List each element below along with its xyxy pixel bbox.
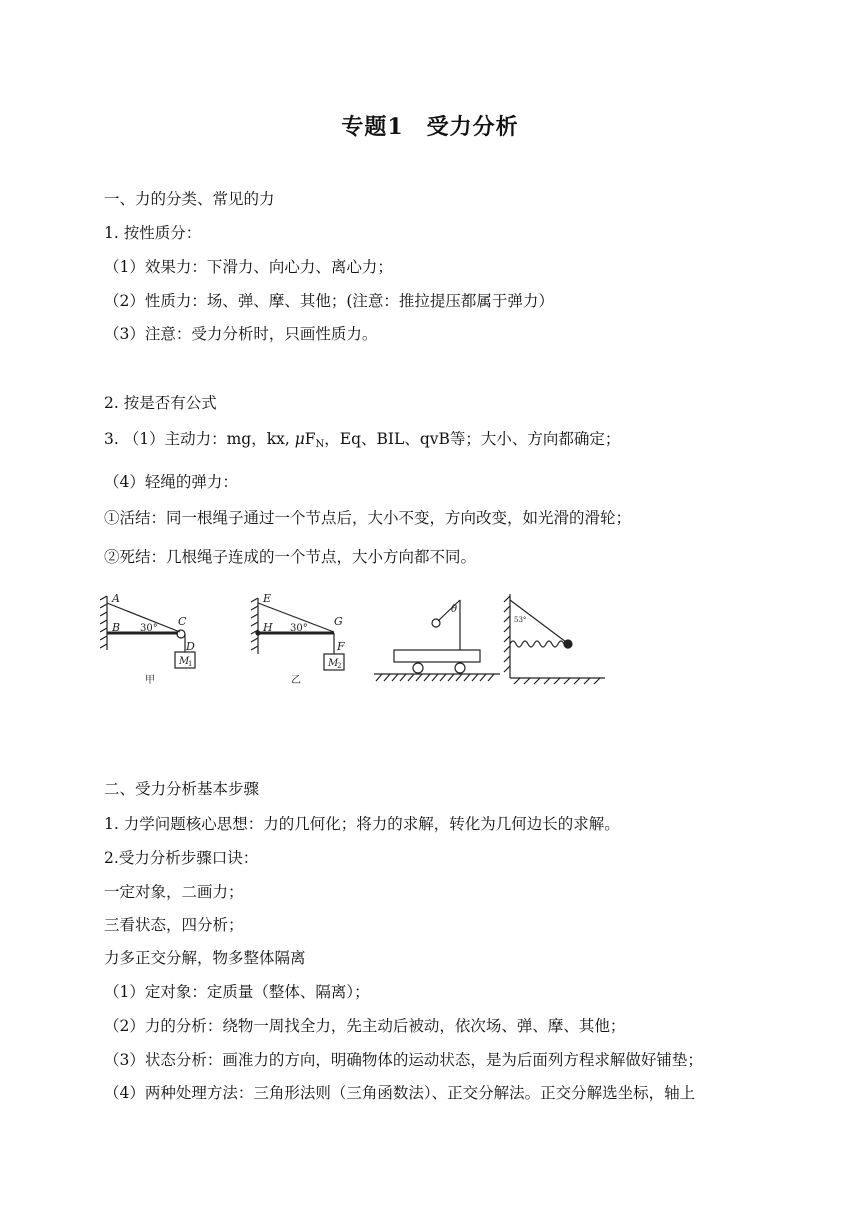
section-1-heading: 一、力的分类、常见的力 bbox=[104, 190, 275, 208]
mu-symbol: μ bbox=[294, 430, 305, 448]
text-line: 1. 按性质分： bbox=[104, 224, 202, 242]
text-line: （3）状态分析：画准力的方向，明确物体的运动状态，是为后面列方程求解做好铺垫； bbox=[104, 1051, 703, 1069]
label-mass-sub: 2 bbox=[337, 662, 342, 670]
hatch bbox=[251, 646, 258, 650]
text-line: （2）力的分析：绕物一周找全力，先主动后被动，依次场、弹、摩、其他； bbox=[104, 1017, 626, 1035]
subscript-n: N bbox=[315, 439, 325, 450]
text-line: 一定对象，二画力； bbox=[104, 883, 244, 901]
ball bbox=[564, 640, 572, 648]
hatch bbox=[251, 606, 258, 610]
label-angle: 30° bbox=[140, 623, 158, 634]
text-line: 2.受力分析步骤口诀： bbox=[104, 849, 259, 867]
hatch bbox=[251, 638, 258, 642]
hatch bbox=[464, 674, 470, 681]
label-mass: M bbox=[179, 656, 190, 667]
hatch bbox=[472, 674, 478, 681]
hatch bbox=[392, 674, 398, 681]
text-line: （4）轻绳的弹力： bbox=[104, 473, 238, 491]
text-line: 2. 按是否有公式 bbox=[104, 394, 217, 412]
pulley bbox=[177, 630, 185, 638]
page-title: 专题1 受力分析 bbox=[341, 114, 519, 140]
text-line: （1）定对象：定质量（整体、隔离）； bbox=[104, 983, 370, 1001]
hatch bbox=[416, 674, 422, 681]
formula-part: 3. （1）主动力：mg，kx, bbox=[104, 430, 295, 448]
physics-figures bbox=[100, 588, 620, 688]
hatch bbox=[100, 644, 107, 648]
label-b: B bbox=[112, 621, 121, 634]
hatch bbox=[376, 674, 382, 681]
label-mass-sub: 1 bbox=[188, 660, 193, 668]
hatch bbox=[504, 626, 510, 632]
label-d: D bbox=[186, 640, 195, 653]
cart-body bbox=[394, 650, 480, 662]
hatch bbox=[408, 674, 414, 681]
text-line: ①活结：同一根绳子通过一个节点后，大小不变，方向改变，如光滑的滑轮； bbox=[104, 509, 632, 527]
hatch bbox=[564, 678, 570, 684]
hatch bbox=[534, 678, 540, 684]
force-symbol: F bbox=[304, 430, 316, 448]
hatch bbox=[574, 678, 580, 684]
hatch bbox=[100, 596, 107, 600]
hatch bbox=[251, 598, 258, 602]
label-h: H bbox=[263, 621, 273, 634]
section-2-heading: 二、受力分析基本步骤 bbox=[104, 780, 260, 798]
cart-wheel bbox=[413, 663, 423, 673]
label-g: G bbox=[334, 615, 343, 628]
formula-part: ，Eq、BIL、qvB等；大小、方向都确定； bbox=[324, 430, 621, 448]
hatch bbox=[100, 604, 107, 608]
label-mass: M bbox=[328, 658, 339, 669]
label-f: F bbox=[337, 640, 345, 653]
hatch bbox=[424, 674, 430, 681]
hatch bbox=[100, 636, 107, 640]
pendulum-bob bbox=[432, 619, 440, 627]
hatch bbox=[480, 674, 486, 681]
hatch bbox=[488, 674, 494, 681]
hatch bbox=[251, 622, 258, 626]
hinge bbox=[256, 631, 260, 635]
figure-spring bbox=[504, 594, 605, 684]
label-angle-53: 53° bbox=[514, 616, 527, 624]
hatch bbox=[504, 656, 510, 662]
text-line: （4）两种处理方法：三角形法则（三角函数法）、正交分解法。正交分解选坐标，轴上 bbox=[104, 1084, 696, 1102]
hatch bbox=[504, 636, 510, 642]
text-line: ②死结：几根绳子连成的一个节点，大小方向都不同。 bbox=[104, 548, 477, 566]
hatch bbox=[448, 674, 454, 681]
label-yi: 乙 bbox=[291, 675, 301, 686]
hatch bbox=[504, 646, 510, 652]
hatch bbox=[524, 678, 530, 684]
text-line: （3）注意：受力分析时，只画性质力。 bbox=[104, 325, 378, 343]
hatch bbox=[251, 614, 258, 618]
label-a: A bbox=[112, 592, 120, 605]
text-line: 力多正交分解，物多整体隔离 bbox=[104, 949, 306, 967]
hatch bbox=[504, 616, 510, 622]
figures-svg bbox=[100, 588, 620, 688]
text-line: 1. 力学问题核心思想：力的几何化；将力的求解，转化为几何边长的求解。 bbox=[104, 815, 620, 833]
hatch bbox=[100, 620, 107, 624]
text-line: （1）效果力：下滑力、向心力、离心力； bbox=[104, 258, 393, 276]
label-angle: 30° bbox=[290, 623, 308, 634]
hatch bbox=[504, 606, 510, 612]
label-e: E bbox=[263, 592, 272, 605]
hatch bbox=[432, 674, 438, 681]
formula-line bbox=[104, 429, 620, 455]
hatch bbox=[400, 674, 406, 681]
cart-wheel bbox=[455, 663, 465, 673]
hatch bbox=[100, 628, 107, 632]
figure-jia-labels bbox=[111, 592, 195, 686]
hatch bbox=[504, 666, 510, 672]
hatch bbox=[594, 678, 600, 684]
hatch bbox=[554, 678, 560, 684]
hatch bbox=[584, 678, 590, 684]
hatch bbox=[504, 596, 510, 602]
label-c: C bbox=[178, 615, 187, 628]
text-line: 三看状态，四分析； bbox=[104, 916, 244, 934]
text-line: （2）性质力：场、弹、摩、其他；(注意：推拉提压都属于弹力） bbox=[104, 292, 554, 310]
hatch bbox=[384, 674, 390, 681]
hatch bbox=[544, 678, 550, 684]
figure-yi-labels bbox=[262, 592, 345, 686]
figure-cart bbox=[374, 600, 500, 681]
hatch bbox=[440, 674, 446, 681]
spring bbox=[510, 641, 564, 647]
hatch bbox=[514, 678, 520, 684]
hatch bbox=[100, 612, 107, 616]
label-theta: θ bbox=[451, 604, 458, 615]
label-jia: 甲 bbox=[145, 675, 155, 686]
hatch bbox=[456, 674, 462, 681]
